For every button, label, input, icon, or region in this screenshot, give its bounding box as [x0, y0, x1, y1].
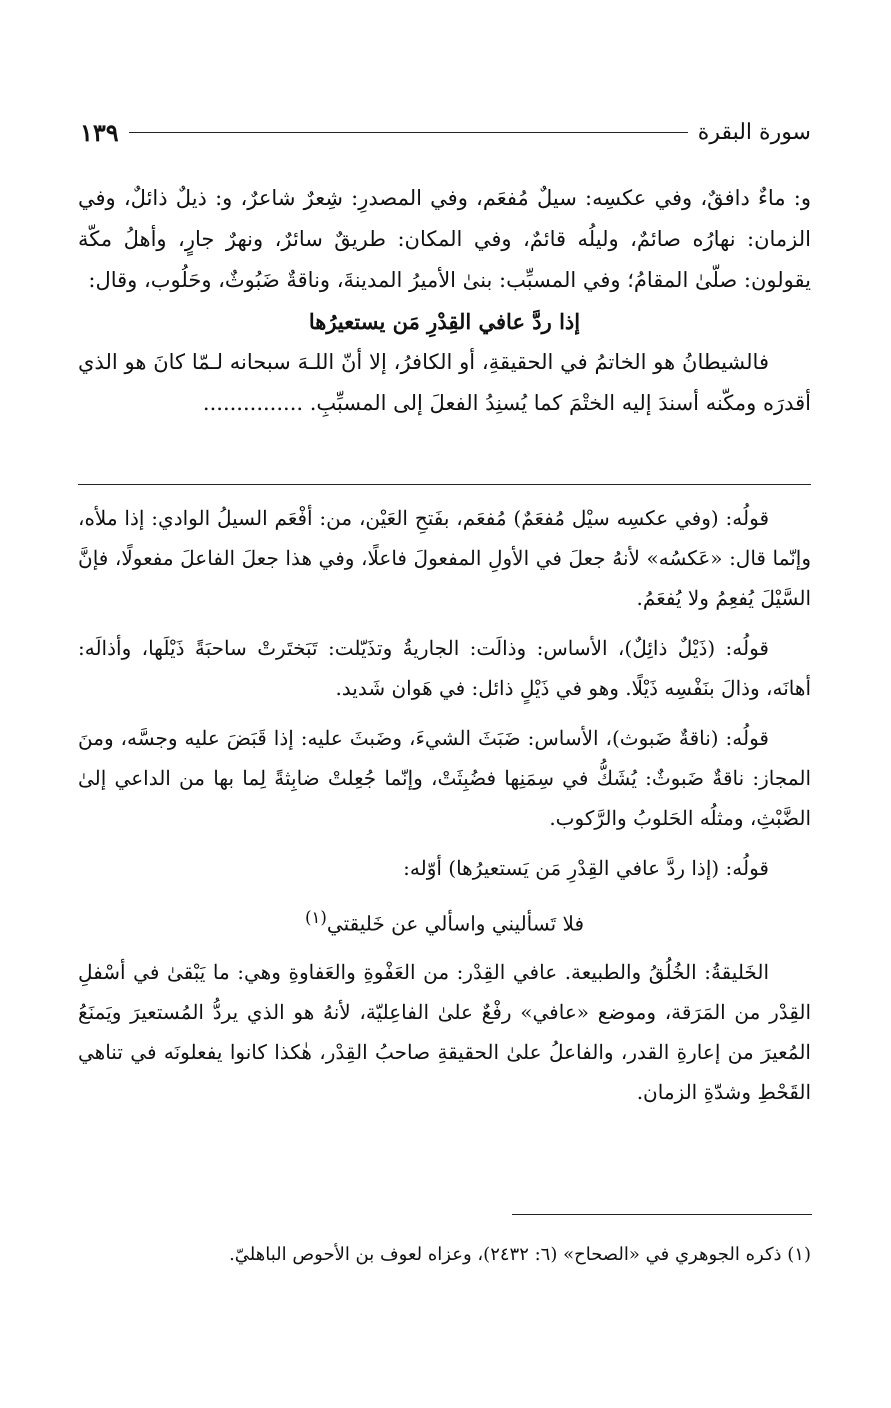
commentary-verse — [78, 898, 811, 944]
footnote-rule — [512, 1214, 812, 1215]
commentary-section — [78, 498, 811, 1122]
footnote: (١) ذكره الجوهري في «الصحاح» (٦: ٢٤٣٢)، وعزاه لعوف بن الأحوص الباهليّ. — [229, 1244, 811, 1265]
header-rule — [129, 132, 688, 133]
main-separator-rule — [78, 484, 811, 485]
poem-verse: إذا ردَّ عافي القِدْرِ مَن يستعيرُها — [308, 309, 581, 334]
commentary-paragraph-4: قولُه: (إذا ردَّ عافي القِدْرِ مَن يَستعيرُها) أوّله: — [403, 856, 769, 880]
surah-title: سورة البقرة — [697, 119, 811, 145]
commentary-paragraph-2: قولُه: (ذَيْلٌ ذائِلٌ)، الأساس: وذالَت: الجاريةُ وتذَيّلت: تَبَختَرتْ ساحبَةً ذَيْلَها، وأذالَه: أهانَه، وذالَ بنَفْسِه ذَيْلًا. وهو في ذَيْلٍ ذائل: في هَوان شَديد. — [78, 636, 811, 700]
main-text — [78, 178, 811, 424]
main-paragraph-1: و: ماءٌ دافقٌ، وفي عكسِه: سيلٌ مُفعَم، وفي المصدرِ: شِعرٌ شاعرٌ، و: ذيلٌ ذائلٌ، وفي الزمان: نهارُه صائمٌ، وليلُه قائمٌ، وفي المكان: طريقٌ سائرٌ، ونهرٌ جارٍ، وأهلُ مكّة يقولون: صلّىٰ المقامُ؛ وفي المسبِّب: بنىٰ الأميرُ المدينةَ، وناقةٌ ضَبُوثٌ، وحَلُوب، وقال: — [78, 186, 811, 292]
page-number: ١٣٩ — [80, 117, 119, 147]
main-paragraph-2: فالشيطانُ هو الخاتمُ في الحقيقةِ، أو الكافرُ، إلا أنّ اللـهَ سبحانه لـمّا كانَ هو الذي أقدرَه ومكّنه أسندَ إليه الختْمَ كما يُسنِدُ الفعلَ إلى المسبِّبِ. ............... — [78, 350, 811, 415]
commentary-verse-text: فلا تَسأليني واسألي عن خَليقتي — [326, 911, 585, 936]
running-header — [80, 112, 811, 152]
commentary-paragraph-3: قولُه: (ناقةٌ ضَبوث)، الأساس: ضَبَثَ الشيءَ، وضَبثَ عليه: إذا قَبَضَ عليه وجسَّه، ومنَ المجاز: ناقةٌ ضَبوثٌ: يُشَكُّ في سِمَنِها فضُبِثَتْ، وإنّما جُعِلتْ ضابِثةً لِما بها من الداعي إلىٰ الضَّبْثِ، ومثلُه الحَلوبُ والرَّكوب. — [78, 726, 811, 830]
commentary-paragraph-5: الخَليقةُ: الخُلُقُ والطبيعة. عافي القِدْر: من العَفْوةِ والعَفاوةِ وهي: ما يَبْقىٰ في أسْفلِ القِدْر من المَرَقة، وموضع «عافي» رفْعٌ علىٰ الفاعِليّة، لأنهُ هو الذي يردُّ المُستعيرَ ويَمنَعُ المُعيرَ من إعارةِ القدر، والفاعلُ علىٰ الحقيقةِ صاحبُ القِدْر، هٰكذا كانوا يفعلونَه في تناهي القَحْطِ وشدّةِ الزمان. — [78, 959, 811, 1104]
commentary-paragraph-1: قولُه: (وفي عكسِه سيْل مُفعَمٌ) مُفعَم، بفَتحِ العَيْن، من: أفْعَم السيلُ الوادي: إذا ملأه، وإنّما قال: «عَكسُه» لأنهُ جعلَ في الأولِ المفعولَ فاعلًا، وفي هذا جعلَ الفاعلَ مفعولًا، فإنَّ السَّيْلَ يُفعِمُ ولا يُفعَمُ. — [78, 506, 811, 610]
footnote-reference: (١) — [304, 908, 327, 927]
